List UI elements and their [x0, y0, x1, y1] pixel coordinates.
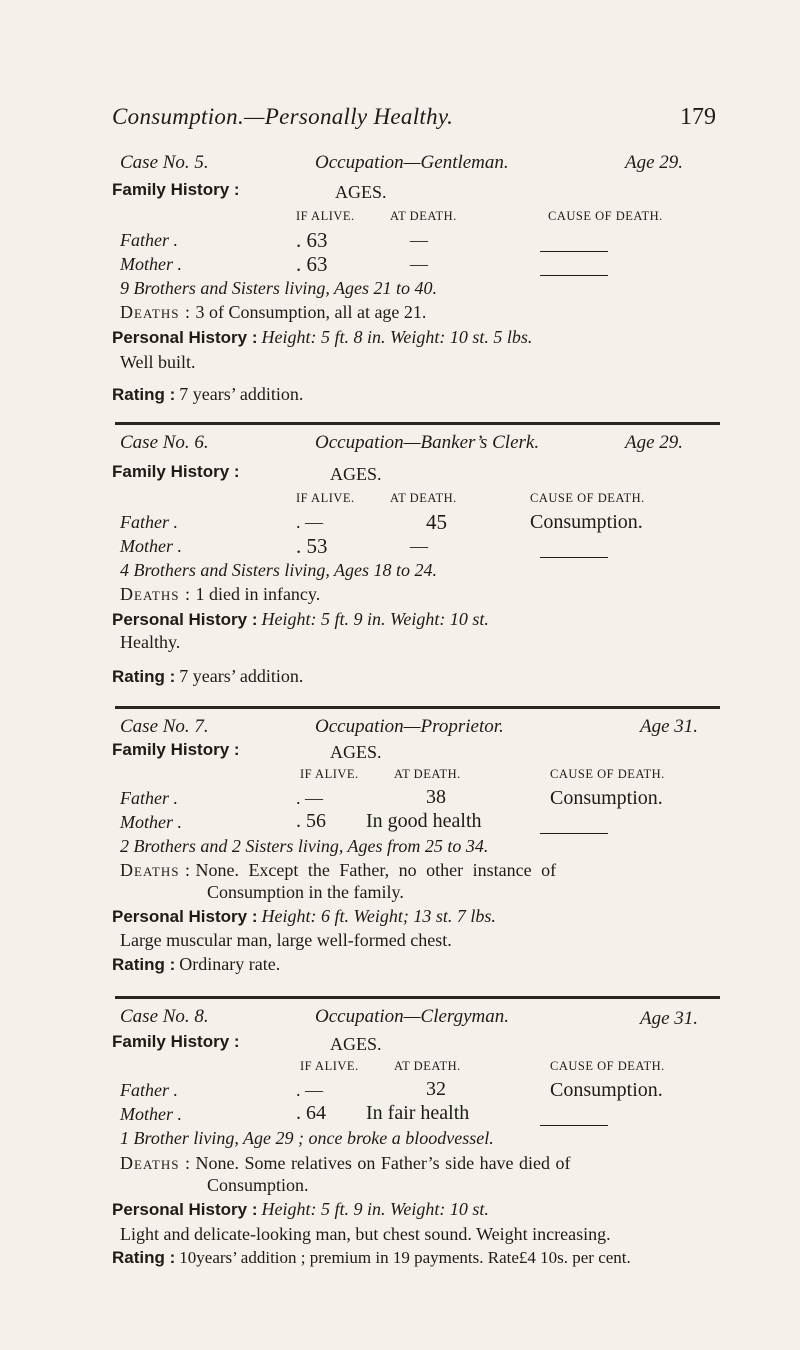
mother-cause-blank	[540, 1116, 608, 1134]
deaths-continued: Consumption in the family.	[207, 882, 404, 902]
mother-if-alive: . 53	[296, 534, 328, 558]
deaths-label: Deaths :	[120, 584, 191, 604]
mother-label: Mother .	[120, 812, 182, 832]
personal-history-label: Personal History :	[112, 907, 258, 926]
deaths-text: None. Some relatives on Father’s side have died of	[195, 1153, 571, 1173]
siblings-line: 9 Brothers and Sisters living, Ages 21 to 40.	[120, 278, 437, 298]
if-alive-heading: IF ALIVE.	[300, 1059, 359, 1073]
deaths-continued: Consumption.	[207, 1175, 309, 1195]
mother-if-alive: . 64	[296, 1102, 326, 1124]
rating-text: Ordinary rate.	[179, 954, 281, 974]
father-at-death: —	[410, 230, 428, 250]
if-alive-heading: IF ALIVE.	[300, 767, 359, 781]
case-divider	[115, 422, 720, 425]
at-death-heading: AT DEATH.	[394, 1059, 461, 1073]
deaths-text: None. Except the Father, no other instance of	[195, 860, 557, 880]
mother-cause-blank	[540, 548, 608, 566]
mother-cause-blank	[540, 266, 608, 284]
page-number: 179	[680, 104, 716, 130]
mother-if-alive: . 56	[296, 810, 326, 832]
deaths-line	[120, 302, 426, 323]
father-at-death: 32	[426, 1078, 446, 1100]
occupation: Occupation—Banker’s Clerk.	[315, 432, 540, 453]
ages-heading: AGES.	[330, 464, 382, 484]
cause-of-death-heading: CAUSE OF DEATH.	[548, 209, 663, 223]
personal-history-label: Personal History :	[112, 610, 258, 629]
personal-history-line	[112, 327, 532, 348]
mother-label: Mother .	[120, 536, 182, 556]
family-history-label: Family History :	[112, 740, 240, 759]
personal-history-label: Personal History :	[112, 328, 258, 347]
father-if-alive: . —	[296, 512, 323, 532]
mother-if-alive: . 63	[296, 252, 328, 276]
rating-label: Rating :	[112, 667, 176, 686]
page-title: Consumption.—Personally Healthy.	[112, 104, 454, 129]
father-label: Father .	[120, 788, 178, 808]
at-death-heading: AT DEATH.	[390, 491, 457, 505]
note-line: Well built.	[120, 352, 196, 372]
rating-line	[112, 384, 303, 405]
mother-at-death: In good health	[366, 810, 482, 832]
ages-heading: AGES.	[330, 1034, 382, 1054]
father-cause: Consumption.	[530, 511, 643, 533]
mother-cause-blank	[540, 824, 608, 842]
at-death-heading: AT DEATH.	[394, 767, 461, 781]
deaths-label: Deaths :	[120, 1153, 191, 1173]
deaths-line	[120, 1153, 571, 1174]
father-if-alive: . —	[296, 788, 323, 808]
father-at-death: 38	[426, 786, 446, 808]
family-history-label: Family History :	[112, 462, 240, 481]
father-cause-blank	[540, 242, 608, 260]
personal-history-text: Height: 5 ft. 9 in. Weight: 10 st.	[261, 1199, 489, 1219]
ages-heading: AGES.	[330, 742, 382, 762]
occupation: Occupation—Gentleman.	[315, 152, 509, 173]
if-alive-heading: IF ALIVE.	[296, 209, 355, 223]
cause-of-death-heading: CAUSE OF DEATH.	[550, 767, 665, 781]
case-number: Case No. 6.	[120, 432, 209, 453]
father-at-death: 45	[426, 510, 447, 534]
deaths-label: Deaths :	[120, 860, 191, 880]
ages-heading: AGES.	[335, 182, 387, 202]
father-cause: Consumption.	[550, 787, 663, 809]
rating-text: 10years’ addition ; premium in 19 payments. Rate£4 10s. per cent.	[179, 1248, 631, 1267]
rating-line	[112, 1248, 631, 1268]
personal-history-text: Height: 5 ft. 8 in. Weight: 10 st. 5 lbs.	[261, 327, 533, 347]
rating-text: 7 years’ addition.	[179, 384, 304, 404]
case-number: Case No. 5.	[120, 152, 209, 173]
personal-history-line	[112, 609, 489, 630]
rating-line	[112, 954, 280, 975]
personal-history-text: Height: 5 ft. 9 in. Weight: 10 st.	[261, 609, 489, 629]
rating-label: Rating :	[112, 385, 176, 404]
father-label: Father .	[120, 1080, 178, 1100]
personal-history-label: Personal History :	[112, 1200, 258, 1219]
age: Age 29.	[625, 152, 684, 173]
note-line: Healthy.	[120, 632, 181, 652]
siblings-line: 1 Brother living, Age 29 ; once broke a bloodvessel.	[120, 1128, 494, 1148]
father-if-alive: . —	[296, 1080, 323, 1100]
at-death-heading: AT DEATH.	[390, 209, 457, 223]
note-line: Light and delicate-looking man, but chest sound. Weight increasing.	[120, 1224, 611, 1244]
mother-at-death: —	[410, 254, 428, 274]
mother-at-death: —	[410, 536, 428, 556]
running-header	[112, 104, 716, 140]
cause-of-death-heading: CAUSE OF DEATH.	[530, 491, 645, 505]
personal-history-line	[112, 1199, 489, 1220]
mother-label: Mother .	[120, 1104, 182, 1124]
age: Age 31.	[640, 1008, 699, 1029]
rating-text: 7 years’ addition.	[179, 666, 304, 686]
father-if-alive: . 63	[296, 228, 328, 252]
personal-history-line	[112, 906, 496, 927]
occupation: Occupation—Clergyman.	[315, 1006, 510, 1027]
father-label: Father .	[120, 512, 178, 532]
rating-label: Rating :	[112, 1248, 176, 1267]
siblings-line: 2 Brothers and 2 Sisters living, Ages from 25 to 34.	[120, 836, 489, 856]
mother-at-death: In fair health	[366, 1102, 470, 1124]
deaths-label: Deaths :	[120, 302, 191, 322]
age: Age 29.	[625, 432, 684, 453]
siblings-line: 4 Brothers and Sisters living, Ages 18 to 24.	[120, 560, 437, 580]
occupation: Occupation—Proprietor.	[315, 716, 504, 737]
family-history-label: Family History :	[112, 1032, 240, 1051]
deaths-text: 3 of Consumption, all at age 21.	[195, 302, 427, 322]
age: Age 31.	[640, 716, 699, 737]
personal-history-text: Height: 6 ft. Weight; 13 st. 7 lbs.	[261, 906, 496, 926]
case-divider	[115, 706, 720, 709]
family-history-label: Family History :	[112, 180, 240, 199]
rating-label: Rating :	[112, 955, 176, 974]
case-number: Case No. 7.	[120, 716, 209, 737]
case-divider	[115, 996, 720, 999]
father-cause: Consumption.	[550, 1079, 663, 1101]
case-number: Case No. 8.	[120, 1006, 209, 1027]
if-alive-heading: IF ALIVE.	[296, 491, 355, 505]
deaths-text: 1 died in infancy.	[195, 584, 321, 604]
deaths-line	[120, 860, 556, 881]
deaths-line	[120, 584, 320, 605]
mother-label: Mother .	[120, 254, 182, 274]
cause-of-death-heading: CAUSE OF DEATH.	[550, 1059, 665, 1073]
father-label: Father .	[120, 230, 178, 250]
note-line: Large muscular man, large well-formed chest.	[120, 930, 452, 950]
rating-line	[112, 666, 303, 687]
